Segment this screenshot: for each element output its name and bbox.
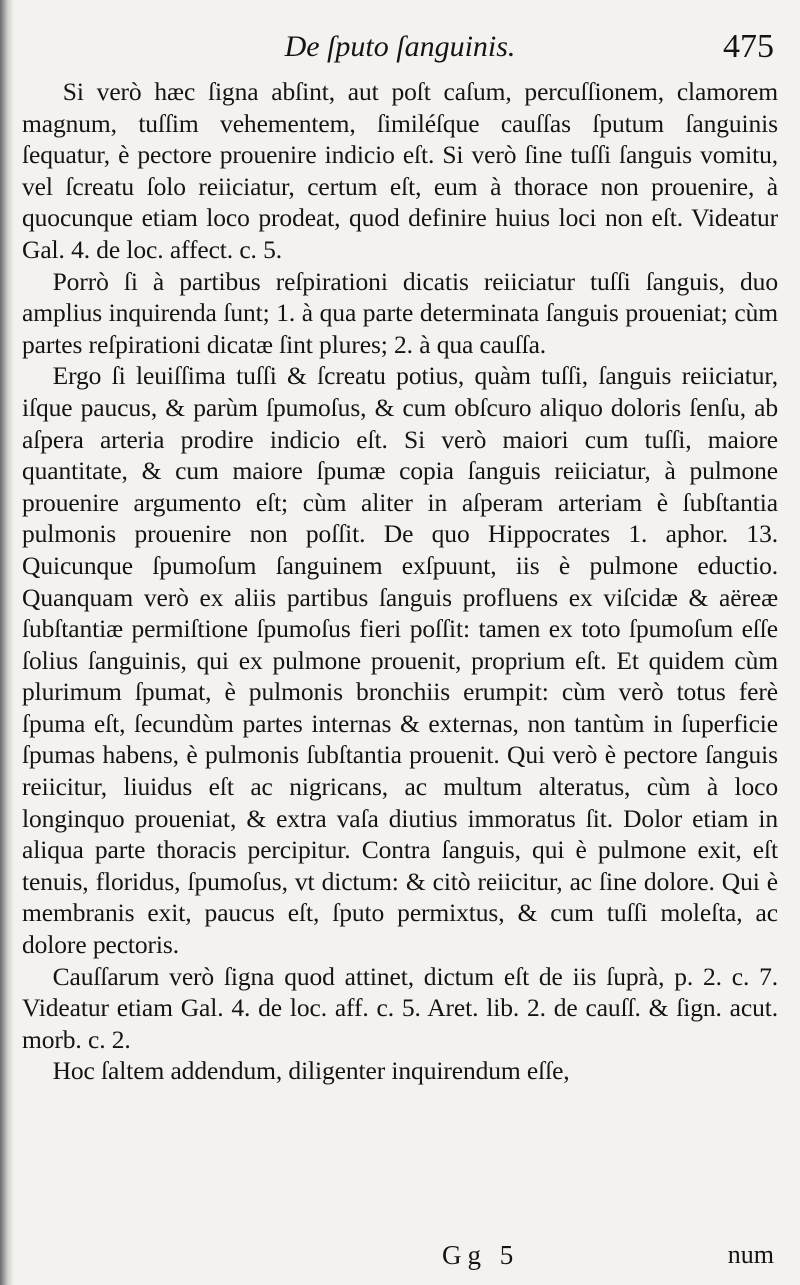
page-header [22,28,778,76]
catchword: num [727,1240,774,1269]
page-footer [22,1240,778,1278]
body-text [22,76,778,1087]
paragraph: Si verò hæc ſigna abſint, aut poſt caſum, percuſſionem, clamorem magnum, tuſſim vehementem, ſimiléſque cauſſas ſputum ſanguinis ſequatur, è pectore prouenire indicio eſt. Si verò ſine tuſſi ſanguis vomitu, vel ſcreatu ſolo reiiciatur, certum eſt, eum à thorace non prouenire, à quocunque etiam loco prodeat, quod definire huius loci non eſt. Videatur Gal. 4. de loc. affect. c. 5. [22,77,778,264]
paragraph: Cauſſarum verò ſigna quod attinet, dictum eſt de iis ſuprà, p. 2. c. 7. Videatur etiam Gal. 4. de loc. aff. c. 5. Aret. lib. 2. de cauſſ. & ſign. acut. morb. c. 2. [22,961,778,1054]
running-title: De ſputo ſanguinis. [284,30,516,63]
signature-mark: Gg 5 [442,1240,520,1270]
paragraph: Hoc ſaltem addendum, diligenter inquirendum eſſe, [52,1056,570,1086]
paragraph: Porrò ſi à partibus reſpirationi dicatis reiiciatur tuſſi ſanguis, duo amplius inquirenda ſunt; 1. à qua parte determinata ſanguis proueniat; cùm partes reſpirationi dicatæ ſint plures; 2. à qua cauſſa. [22,266,778,359]
page-number: 475 [723,28,774,65]
paragraph: Ergo ſi leuiſſima tuſſi & ſcreatu potius, quàm tuſſi, ſanguis reiiciatur, iſque paucus, & parùm ſpumoſus, & cum obſcuro aliquo doloris ſenſu, ab aſpera arteria prodire indicio eſt. Si verò maiori cum tuſſi, maiore quantitate, & cum maiore ſpumæ copia ſanguis reiiciatur, à pulmone prouenire argumento eſt; cùm aliter in aſperam arteriam è ſubſtantia pulmonis prouenire non poſſit. De quo Hippocrates 1. aphor. 13. Quicunque ſpumoſum ſanguinem exſpuunt, iis è pulmone eductio. Quanquam verò ex aliis partibus ſanguis profluens ex viſcidæ & aëreæ ſubſtantiæ permiſtione ſpumoſus fieri poſſit: tamen ex toto ſpumoſum eſſe ſolius ſanguinis, qui ex pulmone prouenit, proprium eſt. Et quidem cùm plurimum ſpumat, è pulmonis bronchiis erumpit: cùm verò totus ferè ſpuma eſt, ſecundùm partes internas & externas, non tantùm in ſuperficie ſpumas habens, è pulmonis ſubſtantia prouenit. Qui verò è pectore ſanguis reiicitur, liuidus eſt ac nigricans, ac multum alteratus, cùm à loco longinquo proueniat, & extra vaſa diutius immoratus ſit. Dolor etiam in aliqua parte thoracis percipitur. Contra ſanguis, qui è pulmone exit, eſt tenuis, floridus, ſpumoſus, vt dictum: & citò reiicitur, ac ſine dolore. Qui è membranis exit, paucus eſt, ſputo permixtus, & cum tuſſi moleſta, ac dolore pectoris. [22,361,778,960]
page-gutter-shadow [0,0,14,1285]
